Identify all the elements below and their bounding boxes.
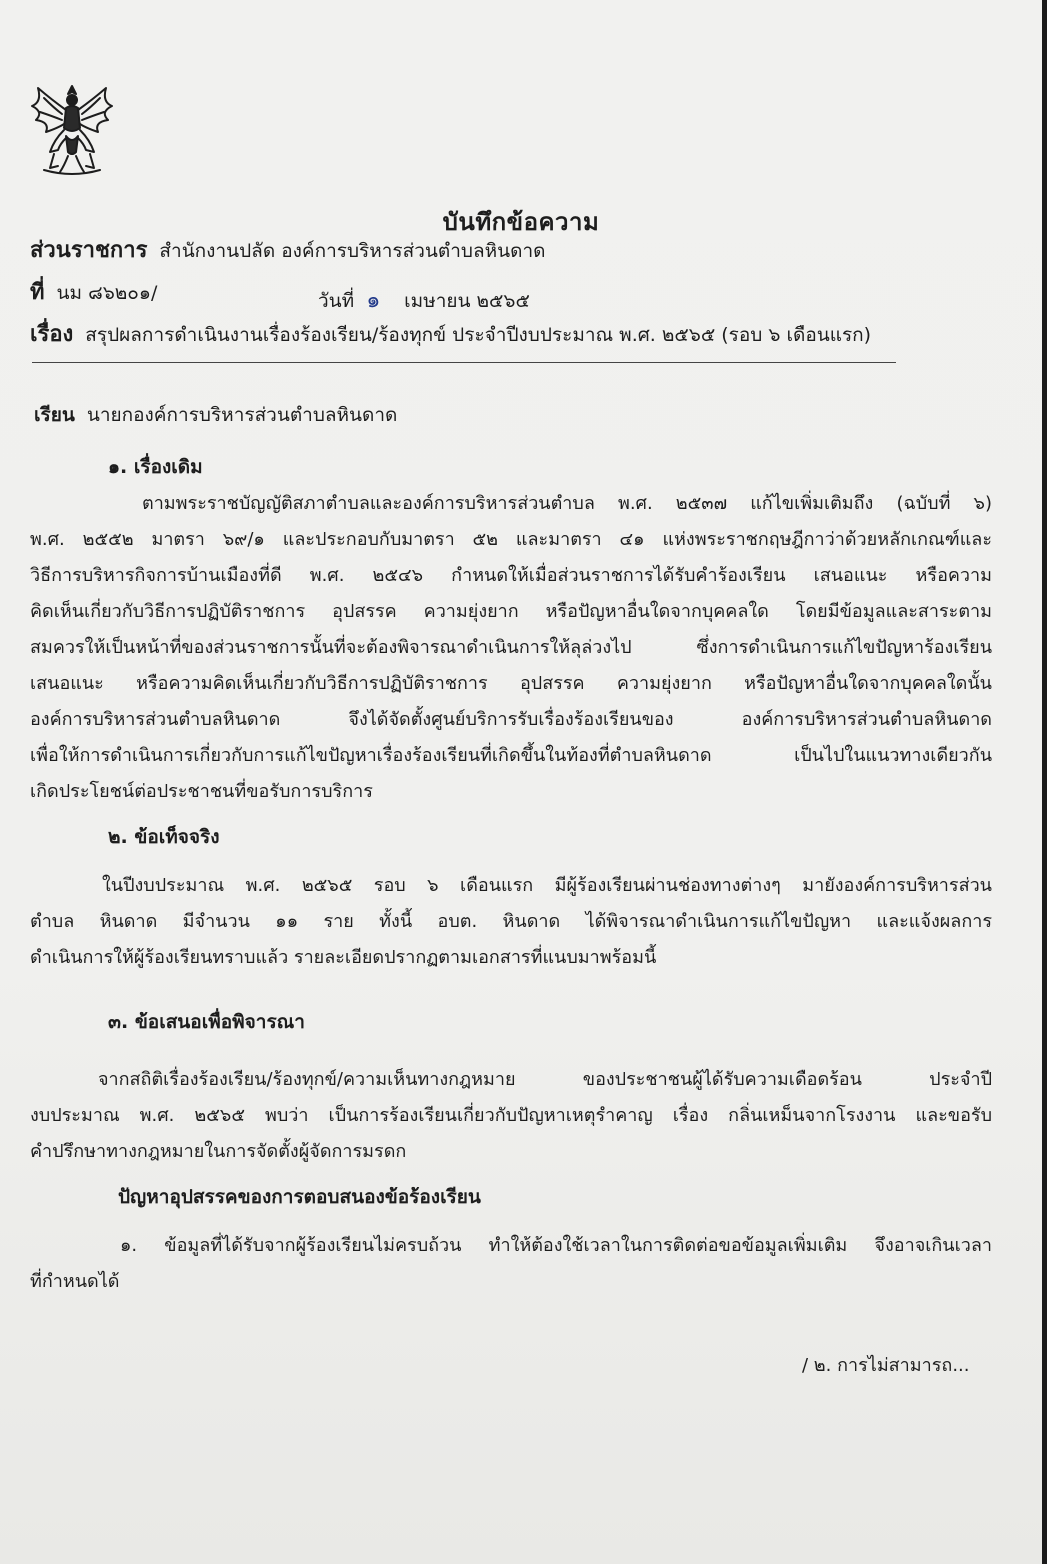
paragraph-line: ที่กำหนดได้ [30,1271,120,1292]
continuation-note: / ๒. การไม่สามารถ... [802,1355,970,1376]
paragraph-line: เพื่อให้การดำเนินการเกี่ยวกับการแก้ไขปัญหาเรื่องร้องเรียนที่เกิดขึ้นในท้องที่ตำบลหินดาด เป็นไปในแนวทางเดียวกัน [30,745,992,766]
proposal-paragraph [30,1062,992,1170]
paragraph-line: สมควรให้เป็นหน้าที่ของส่วนราชการนั้นที่จะต้องพิจารณาดำเนินการให้ลุล่วงไป ซึ่งการดำเนินการแก้ไขปัญหาร้องเรียน [30,637,992,658]
paragraph-line: เสนอแนะ หรือความคิดเห็นเกี่ยวกับวิธีการปฏิบัติราชการ อุปสรรค ความยุ่งยาก หรือปัญหาอื่นใดจากบุคคลใดนั้น [30,673,992,694]
paragraph-line: ดำเนินการให้ผู้ร้องเรียนทราบแล้ว รายละเอียดปรากฏตามเอกสารที่แนบมาพร้อมนี้ [30,947,657,968]
subject-row [30,316,871,351]
paragraph-line: จากสถิติเรื่องร้องเรียน/ร้องทุกข์/ความเห็นทางกฎหมาย ของประชาชนผู้ได้รับความเดือดร้อน ประจำปี [98,1069,992,1090]
reference-label: ที่ [30,280,45,305]
paragraph-line: องค์การบริหารส่วนตำบลหินดาด จึงได้จัดตั้งศูนย์บริการรับเรื่องร้องเรียนของ องค์การบริหารส่วนตำบลหินดาด [30,709,992,730]
handwritten-day: ๑ [364,287,382,314]
agency-value: สำนักงานปลัด องค์การบริหารส่วนตำบลหินดาด [159,240,546,262]
date-row [318,282,530,317]
agency-row [30,232,545,267]
subject-value: สรุปผลการดำเนินงานเรื่องร้องเรียน/ร้องทุกข์ ประจำปีงบประมาณ พ.ศ. ๒๕๖๕ (รอบ ๖ เดือนแรก) [85,324,872,346]
paragraph-line: คิดเห็นเกี่ยวกับวิธีการปฏิบัติราชการ อุปสรรค ความยุ่งยาก หรือปัญหาอื่นใดจากบุคคลใด โดยมีข้อมูลและสาระตาม [30,601,992,622]
salutation-row [34,400,397,430]
section-heading-proposal: ๓. ข้อเสนอเพื่อพิจารณา [108,1011,305,1033]
paragraph-line: วิธีการบริหารกิจการบ้านเมืองที่ดี พ.ศ. ๒๕๔๖ กำหนดให้เมื่อส่วนราชการได้รับคำร้องเรียน เสนอแนะ หรือความ [30,565,992,586]
paragraph-line: ในปีงบประมาณ พ.ศ. ๒๕๖๕ รอบ ๖ เดือนแรก มีผู้ร้องเรียนผ่านช่องทางต่างๆ มายังองค์การบริหารส่วน [102,875,992,896]
subject-label: เรื่อง [30,322,74,347]
paragraph-line: ตามพระราชบัญญัติสภาตำบลและองค์การบริหารส่วนตำบล พ.ศ. ๒๕๓๗ แก้ไขเพิ่มเติมถึง (ฉบับที่ ๖) [142,493,992,514]
date-month-year: เมษายน ๒๕๖๕ [404,290,530,312]
memo-title: บันทึกข้อความ [442,208,600,236]
paragraph-line: พ.ศ. ๒๕๕๒ มาตรา ๖๙/๑ และประกอบกับมาตรา ๕๒ และมาตรา ๔๑ แห่งพระราชกฤษฎีกาว่าด้วยหลักเกณฑ์และ [30,529,992,550]
section-heading-facts: ๒. ข้อเท็จจริง [108,826,220,848]
salutation-label: เรียน [34,404,75,426]
paragraph-line: ๑. ข้อมูลที่ได้รับจากผู้ร้องเรียนไม่ครบถ้วน ทำให้ต้องใช้เวลาในการติดต่อขอข้อมูลเพิ่มเติม จึงอาจเกินเวลา [120,1235,992,1256]
paragraph-line: ตำบล หินดาด มีจำนวน ๑๑ ราย ทั้งนี้ อบต. หินดาด ได้พิจารณาดำเนินการแก้ไขปัญหา และแจ้งผลการ [30,911,992,932]
section-heading-obstacles: ปัญหาอุปสรรคของการตอบสนองข้อร้องเรียน [118,1186,481,1208]
paragraph-line: เกิดประโยชน์ต่อประชาชนที่ขอรับการบริการ [30,781,373,802]
salutation-recipient: นายกองค์การบริหารส่วนตำบลหินดาด [86,404,398,426]
background-paragraph [30,486,992,810]
paragraph-line: งบประมาณ พ.ศ. ๒๕๖๕ พบว่า เป็นการร้องเรียนเกี่ยวกับปัญหาเหตุรำคาญ เรื่อง กลิ่นเหม็นจากโรงงาน และขอรับ [30,1105,992,1126]
section-heading-background: ๑. เรื่องเดิม [108,456,203,478]
reference-row [30,274,157,309]
paragraph-line: คำปรึกษาทางกฎหมายในการจัดตั้งผู้จัดการมรดก [30,1141,407,1162]
agency-label: ส่วนราชการ [30,238,148,263]
date-label: วันที่ [318,290,355,312]
facts-paragraph [30,868,992,976]
reference-number: นม ๘๖๒๐๑/ [56,282,158,304]
obstacles-paragraph [30,1228,992,1300]
garuda-emblem-icon [24,78,120,178]
header-divider [32,362,896,363]
